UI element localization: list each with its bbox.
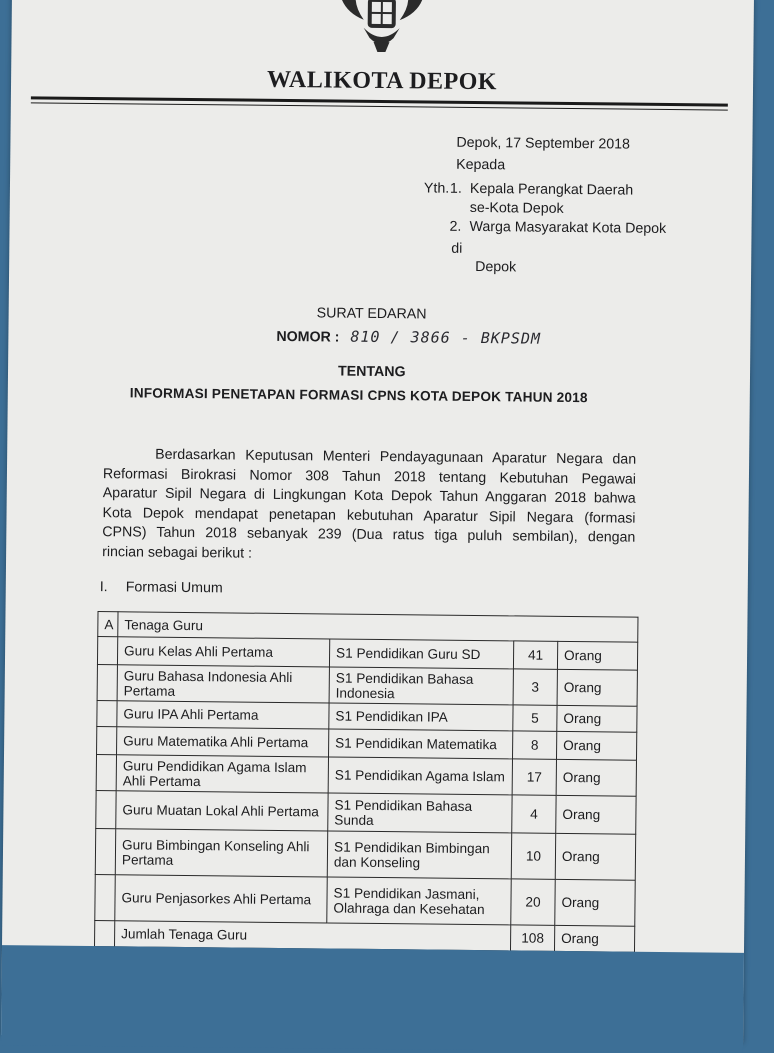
row-position: Guru Bahasa Indonesia Ahli Pertama bbox=[117, 665, 329, 703]
row-spacer bbox=[97, 665, 117, 701]
row-position: Guru Bimbingan Konseling Ahli Pertama bbox=[115, 829, 327, 877]
row-qualification: S1 Pendidikan Bahasa Indonesia bbox=[329, 667, 513, 705]
table-row bbox=[95, 875, 635, 927]
row-count: 4 bbox=[512, 795, 556, 833]
group-title: Tenaga Guru bbox=[118, 612, 638, 642]
group-letter: A bbox=[98, 612, 118, 637]
recipient-2-number: 2. bbox=[449, 218, 462, 235]
total-label: Jumlah Tenaga Guru bbox=[115, 921, 511, 951]
table-row bbox=[97, 665, 637, 707]
section-number: I. bbox=[99, 579, 108, 596]
row-position: Guru Muatan Lokal Ahli Pertama bbox=[116, 791, 328, 831]
kepada-label: Kepada bbox=[456, 156, 506, 174]
letter-subject: INFORMASI PENETAPAN FORMASI CPNS KOTA DEPOK TAHUN 2018 bbox=[129, 385, 588, 406]
row-unit: Orang bbox=[556, 759, 636, 796]
paragraph-line: Kota Depok mendapat penetapan kebutuhan Aparatur Sipil Negara (formasi bbox=[102, 504, 636, 527]
row-count: 10 bbox=[511, 833, 555, 879]
photo-crop-edge bbox=[1, 945, 744, 1053]
tentang-label: TENTANG bbox=[337, 363, 406, 381]
row-spacer bbox=[95, 921, 115, 947]
row-qualification: S1 Pendidikan Bahasa Sunda bbox=[328, 793, 512, 833]
destination-city: Depok bbox=[475, 258, 517, 276]
row-count: 8 bbox=[512, 731, 556, 759]
row-unit: Orang bbox=[557, 641, 637, 670]
row-qualification: S1 Pendidikan IPA bbox=[329, 703, 513, 731]
row-unit: Orang bbox=[555, 833, 636, 880]
row-spacer bbox=[97, 701, 117, 727]
row-qualification: S1 Pendidikan Bimbingan dan Konseling bbox=[327, 831, 511, 879]
paragraph-line: rincian sebagai berikut : bbox=[102, 543, 253, 562]
row-count: 17 bbox=[512, 759, 556, 795]
row-unit: Orang bbox=[557, 669, 637, 706]
row-spacer bbox=[95, 875, 115, 921]
table-row bbox=[95, 829, 635, 881]
row-unit: Orang bbox=[556, 795, 636, 834]
recipient-1-number: 1. bbox=[449, 180, 462, 197]
row-unit: Orang bbox=[555, 879, 636, 926]
section-title: Formasi Umum bbox=[125, 579, 223, 597]
row-position: Guru Kelas Ahli Pertama bbox=[117, 637, 329, 667]
letter-type: SURAT EDARAN bbox=[316, 305, 427, 323]
row-spacer bbox=[96, 791, 116, 829]
row-position: Guru IPA Ahli Pertama bbox=[117, 701, 329, 729]
recipient-1-line2: se-Kota Depok bbox=[469, 199, 564, 217]
di-label: di bbox=[451, 240, 463, 257]
row-spacer bbox=[97, 727, 117, 755]
row-position: Guru Penjasorkes Ahli Pertama bbox=[115, 875, 327, 923]
table-row bbox=[96, 791, 636, 835]
row-spacer bbox=[97, 637, 117, 665]
nomor-label: NOMOR : bbox=[276, 328, 340, 346]
body-paragraph bbox=[102, 445, 636, 568]
row-count: 41 bbox=[513, 641, 557, 669]
formasi-table bbox=[94, 611, 639, 953]
row-count: 20 bbox=[511, 879, 555, 925]
letterhead-title: WALIKOTA DEPOK bbox=[266, 66, 498, 96]
row-count: 5 bbox=[513, 705, 557, 731]
nomor-value-handwritten: 810 / 3866 - BKPSDM bbox=[350, 327, 542, 348]
row-position: Guru Pendidikan Agama Islam Ahli Pertama bbox=[116, 755, 328, 793]
paragraph-line: Berdasarkan Keputusan Menteri Pendayagunaan Aparatur Negara dan bbox=[155, 446, 637, 468]
total-unit: Orang bbox=[554, 925, 634, 952]
total-count: 108 bbox=[510, 925, 554, 951]
paragraph-line: Reformasi Birokrasi Nomor 308 Tahun 2018 tentang Kebutuhan Pegawai bbox=[102, 465, 637, 488]
row-position: Guru Matematika Ahli Pertama bbox=[117, 727, 329, 757]
row-spacer bbox=[96, 755, 116, 791]
paragraph-line: CPNS) Tahun 2018 sebanyak 239 (Dua ratus tiga puluh sembilan), dengan bbox=[102, 524, 636, 546]
row-spacer bbox=[95, 829, 115, 875]
row-unit: Orang bbox=[557, 705, 637, 732]
table-row bbox=[96, 755, 636, 797]
row-qualification: S1 Pendidikan Agama Islam bbox=[328, 757, 512, 795]
row-unit: Orang bbox=[556, 731, 636, 760]
letter-paper bbox=[1, 0, 754, 1043]
row-count: 3 bbox=[513, 669, 557, 705]
garuda-emblem-icon bbox=[333, 0, 430, 56]
place-date: Depok, 17 September 2018 bbox=[456, 134, 631, 153]
row-qualification: S1 Pendidikan Jasmani, Olahraga dan Kesehatan bbox=[327, 877, 511, 925]
recipient-2-line1: Warga Masyarakat Kota Depok bbox=[469, 218, 667, 237]
row-qualification: S1 Pendidikan Matematika bbox=[329, 729, 513, 759]
row-qualification: S1 Pendidikan Guru SD bbox=[329, 639, 513, 669]
yth-label: Yth. bbox=[423, 180, 450, 197]
paragraph-line: Aparatur Sipil Negara di Lingkungan Kota Depok Tahun Anggaran 2018 bahwa bbox=[102, 485, 636, 507]
recipient-1-line1: Kepala Perangkat Daerah bbox=[469, 180, 634, 199]
